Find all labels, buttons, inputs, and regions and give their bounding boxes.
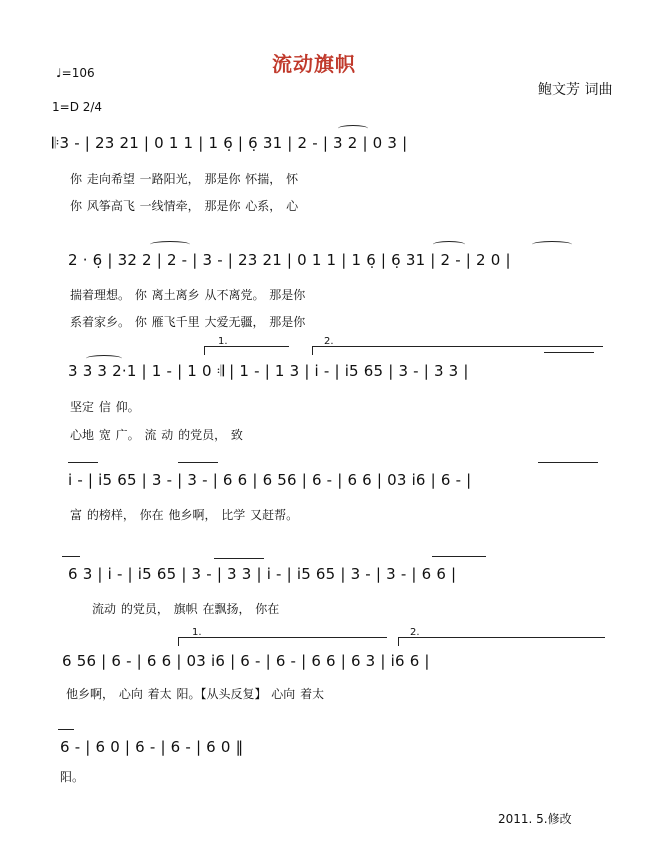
tie-line [68, 462, 98, 463]
second-ending-label: 2. [410, 627, 420, 638]
notation-row-6: 6 56 | 6 - | 6 6 | 03 i6 | 6 - | 6 - | 6 6 | 6 3 | i6 6 | [62, 652, 430, 670]
tie-line [432, 556, 486, 557]
tie-mark [433, 241, 465, 248]
song-title: 流动旗帜 [272, 52, 356, 76]
key-signature: 1=D 2/4 [52, 100, 103, 114]
tie-line [214, 558, 264, 559]
tie-line [178, 462, 218, 463]
notation-row-4: i - | i5 65 | 3 - | 3 - | 6 6 | 6 56 | 6 - | 6 6 | 03 i6 | 6 - | [68, 471, 472, 489]
notation-row-3: 3 3 3 2·1 | 1 - | 1 0 𝄇 | 1 - | 1 3 | i - | i5 65 | 3 - | 3 3 | [68, 362, 469, 380]
second-ending-bracket [398, 637, 605, 646]
lyric-row-2-verse-1: 揣着理想。 你 离土离乡 从不离党。 那是你 [70, 288, 306, 302]
notation-row-2: 2 · 6̣ | 32 2 | 2 - | 3 - | 23 21 | 0 1 1 | 1 6̣ | 6̣ 31 | 2 - | 2 0 | [68, 251, 511, 269]
lyric-row-6: 他乡啊， 心向 着太 阳。【从头反复】 心向 着太 [66, 687, 325, 701]
notation-row-5: 6 3 | i - | i5 65 | 3 - | 3 3 | i - | i5 65 | 3 - | 3 - | 6 6 | [68, 565, 457, 583]
tie-line [58, 729, 74, 730]
second-ending-label: 2. [324, 336, 334, 347]
first-ending-bracket [178, 637, 387, 646]
first-ending-bracket [204, 346, 289, 355]
lyric-row-4: 富 的榜样， 你在 他乡啊， 比学 又赶帮。 [70, 508, 299, 522]
lyric-row-3-verse-1: 坚定 信 仰。 [70, 400, 140, 414]
tie-line [538, 462, 598, 463]
second-ending-bracket [312, 346, 603, 355]
lyric-row-3-verse-2: 心地 宽 广。 流 动 的党员， 致 [70, 428, 243, 442]
notation-row-7: 6 - | 6 0 | 6 - | 6 - | 6 0 ‖ [60, 738, 244, 756]
tie-mark [338, 125, 368, 132]
first-ending-label: 1. [218, 336, 228, 347]
tie-mark [532, 241, 572, 248]
tie-line [62, 556, 80, 557]
tie-mark [86, 355, 122, 362]
lyric-row-5: 流动 的党员， 旗帜 在飘扬， 你在 [92, 602, 280, 616]
notation-row-1: 𝄆3 - | 23 21 | 0 1 1 | 1 6̣ | 6̣ 31 | 2 - | 3 2 | 0 3 | [52, 134, 408, 152]
lyric-row-1-verse-1: 你 走向希望 一路阳光， 那是你 怀揣， 怀 [70, 172, 299, 186]
lyric-row-7: 阳。 [60, 770, 85, 784]
lyric-row-1-verse-2: 你 风筝高飞 一线情牵， 那是你 心系， 心 [70, 199, 299, 213]
revision-date: 2011. 5.修改 [498, 812, 572, 826]
first-ending-label: 1. [192, 627, 202, 638]
tie-mark [150, 241, 190, 248]
lyricist-composer-credit: 鲍文芳 词曲 [538, 82, 613, 98]
tie-line [544, 352, 594, 353]
tempo-marking: ♩=106 [56, 66, 95, 80]
lyric-row-2-verse-2: 系着家乡。 你 雁飞千里 大爱无疆， 那是你 [70, 315, 306, 329]
